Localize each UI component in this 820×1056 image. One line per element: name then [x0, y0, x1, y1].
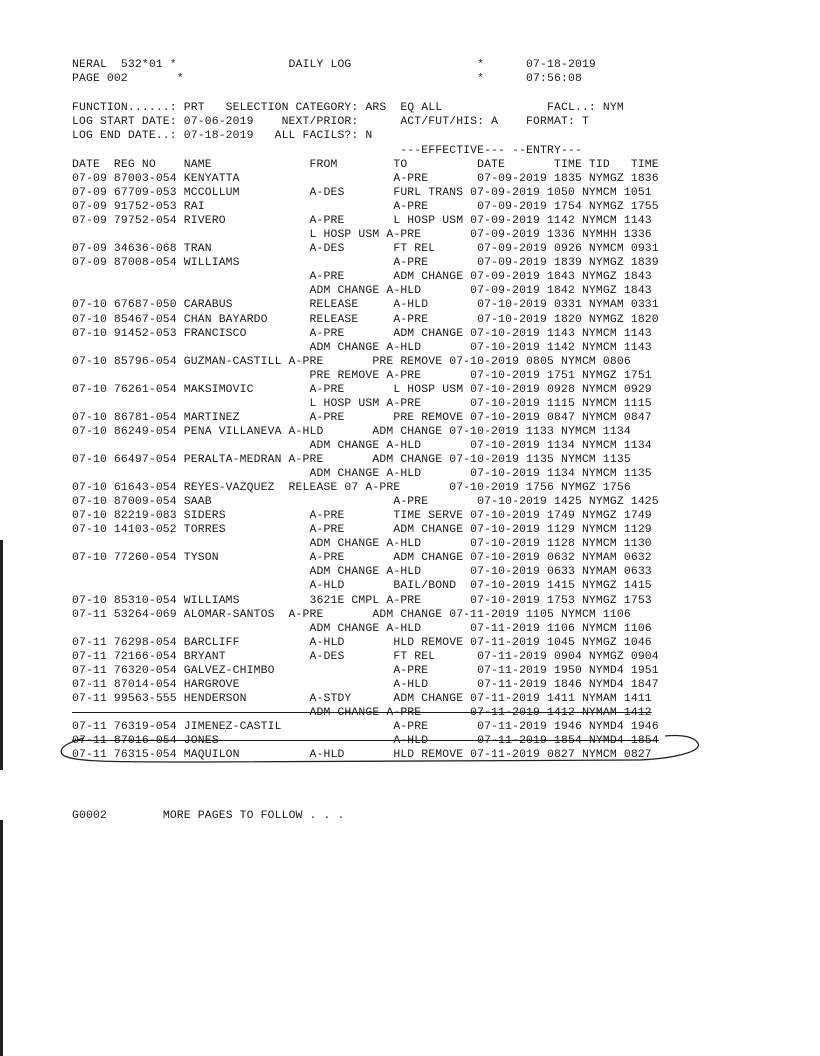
parameter-line: LOG START DATE: 07-06-2019 NEXT/PRIOR: ACT/FUT/HIS: A FORMAT: T — [72, 116, 589, 128]
table-row: L HOSP USM A-PRE 07-09-2019 1336 NYMHH 1336 — [72, 229, 652, 241]
footer-message: MORE PAGES TO FOLLOW . . . — [162, 810, 345, 822]
table-row: 07-10 77260-054 TYSON A-PRE ADM CHANGE 07-10-2019 0632 NYMAM 0632 — [72, 552, 652, 564]
footer-line — [72, 809, 344, 823]
table-row: 07-10 85310-054 WILLIAMS 3621E CMPL A-PRE 07-10-2019 1753 NYMGZ 1753 — [72, 595, 652, 607]
table-row: A-HLD BAIL/BOND 07-10-2019 1415 NYMGZ 1415 — [72, 580, 652, 592]
table-row: 07-11 99563-555 HENDERSON A-STDY ADM CHANGE 07-11-2019 1411 NYMAM 1411 — [72, 693, 652, 705]
table-row: 07-11 76319-054 JIMENEZ-CASTIL A-PRE 07-11-2019 1946 NYMD4 1946 — [72, 721, 659, 733]
table-row: 07-11 72166-054 BRYANT A-DES FT REL 07-11-2019 0904 NYMGZ 0904 — [72, 651, 659, 663]
table-row: PRE REMOVE A-PRE 07-10-2019 1751 NYMGZ 1751 — [72, 370, 652, 382]
table-row: ADM CHANGE A-HLD 07-10-2019 1128 NYMCM 1130 — [72, 538, 652, 550]
table-row: 07-09 67709-053 MCCOLLUM A-DES FURL TRANS 07-09-2019 1050 NYMCM 1051 — [72, 187, 652, 199]
column-group-header: ---EFFECTIVE--- --ENTRY--- — [72, 145, 582, 157]
table-row: 07-11 87014-054 HARGROVE A-HLD 07-11-2019 1846 NYMD4 1847 — [72, 679, 659, 691]
table-row: 07-10 14103-052 TORRES A-PRE ADM CHANGE 07-10-2019 1129 NYMCM 1129 — [72, 524, 652, 536]
footer-code: G0002 — [72, 810, 107, 822]
scan-edge-mark-lower — [0, 820, 3, 1056]
table-row: 07-10 82219-083 SIDERS A-PRE TIME SERVE 07-10-2019 1749 NYMGZ 1749 — [72, 510, 652, 522]
table-row: 07-11 53264-069 ALOMAR-SANTOS A-PRE ADM CHANGE 07-11-2019 1105 NYMCM 1106 — [72, 609, 631, 621]
table-row: 07-10 66497-054 PERALTA-MEDRAN A-PRE ADM CHANGE 07-10-2019 1135 NYMCM 1135 — [72, 454, 631, 466]
table-row: 07-11 76298-054 BARCLIFF A-HLD HLD REMOVE 07-11-2019 1045 NYMGZ 1046 — [72, 637, 652, 649]
table-row: 07-10 87009-054 SAAB A-PRE 07-10-2019 1425 NYMGZ 1425 — [72, 496, 659, 508]
column-header-row: DATE REG NO NAME FROM TO DATE TIME TID TIME — [72, 159, 659, 171]
table-row: ADM CHANGE A-HLD 07-11-2019 1106 NYMCM 1106 — [72, 623, 652, 635]
table-row: 07-10 86781-054 MARTINEZ A-PRE PRE REMOVE 07-10-2019 0847 NYMCM 0847 — [72, 412, 652, 424]
table-row: 07-09 87008-054 WILLIAMS A-PRE 07-09-2019 1839 NYMGZ 1839 — [72, 257, 659, 269]
table-row: ADM CHANGE A-HLD 07-09-2019 1842 NYMGZ 1843 — [72, 285, 652, 297]
table-row: 07-10 91452-053 FRANCISCO A-PRE ADM CHANGE 07-10-2019 1143 NYMCM 1143 — [72, 328, 652, 340]
header-line: PAGE 002 * * 07:56:08 — [72, 73, 582, 85]
scan-edge-mark — [0, 540, 3, 770]
parameter-line: FUNCTION......: PRT SELECTION CATEGORY: ARS EQ ALL FACL..: NYM — [72, 102, 624, 114]
table-row: 07-11 76320-054 GALVEZ-CHIMBO A-PRE 07-11-2019 1950 NYMD4 1951 — [72, 665, 659, 677]
table-row: 07-10 76261-054 MAKSIMOVIC A-PRE L HOSP USM 07-10-2019 0928 NYMCM 0929 — [72, 384, 652, 396]
table-row: 07-10 61643-054 REYES-VAZQUEZ RELEASE 07 A-PRE 07-10-2019 1756 NYMGZ 1756 — [72, 482, 631, 494]
table-row: 07-11 76315-054 MAQUILON A-HLD HLD REMOVE 07-11-2019 0827 NYMCM 0827 — [72, 749, 652, 761]
table-row: ADM CHANGE A-HLD 07-10-2019 1142 NYMCM 1143 — [72, 342, 652, 354]
table-row: 07-10 67687-050 CARABUS RELEASE A-HLD 07-10-2019 0331 NYMAM 0331 — [72, 299, 659, 311]
table-row: ADM CHANGE A-HLD 07-10-2019 1134 NYMCM 1135 — [72, 468, 652, 480]
table-row: 07-10 86249-054 PENA VILLANEVA A-HLD ADM CHANGE 07-10-2019 1133 NYMCM 1134 — [72, 426, 631, 438]
table-row: ADM CHANGE A-HLD 07-10-2019 0633 NYMAM 0633 — [72, 566, 652, 578]
table-row: 07-10 85796-054 GUZMAN-CASTILL A-PRE PRE REMOVE 07-10-2019 0805 NYMCM 0806 — [72, 356, 631, 368]
table-row: 07-09 34636-068 TRAN A-DES FT REL 07-09-2019 0926 NYMCM 0931 — [72, 243, 659, 255]
table-row: ADM CHANGE A-PRE 07-11-2019 1412 NYMAM 1412 — [72, 707, 652, 719]
table-row: L HOSP USM A-PRE 07-10-2019 1115 NYMCM 1115 — [72, 398, 652, 410]
parameter-line: LOG END DATE..: 07-18-2019 ALL FACILS?: N — [72, 130, 373, 142]
table-row: 07-09 87003-054 KENYATTA A-PRE 07-09-2019 1835 NYMGZ 1836 — [72, 173, 659, 185]
header-line: NERAL 532*01 * DAILY LOG * 07-18-2019 — [72, 59, 596, 71]
table-row: 07-10 85467-054 CHAN BAYARDO RELEASE A-PRE 07-10-2019 1820 NYMGZ 1820 — [72, 314, 659, 326]
table-row: 07-09 79752-054 RIVERO A-PRE L HOSP USM 07-09-2019 1142 NYMCM 1143 — [72, 215, 652, 227]
table-row: 07-09 91752-053 RAI A-PRE 07-09-2019 1754 NYMGZ 1755 — [72, 201, 659, 213]
table-row: A-PRE ADM CHANGE 07-09-2019 1843 NYMGZ 1843 — [72, 271, 652, 283]
table-row: 07-11 87016-054 JONES A-HLD 07-11-2019 1854 NYMD4 1854 — [72, 735, 659, 747]
table-row: ADM CHANGE A-HLD 07-10-2019 1134 NYMCM 1134 — [72, 440, 652, 452]
